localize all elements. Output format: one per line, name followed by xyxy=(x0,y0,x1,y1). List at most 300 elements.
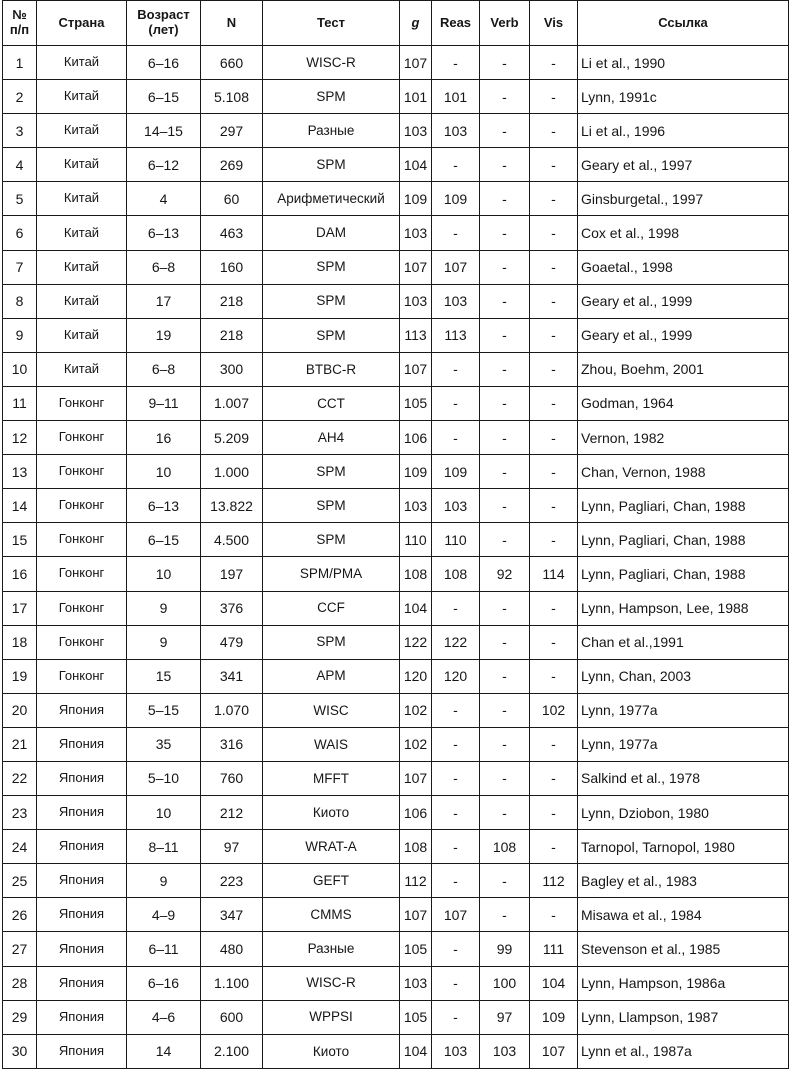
cell-age: 14–15 xyxy=(127,114,201,148)
cell-test: CCT xyxy=(263,386,400,420)
table-row xyxy=(3,148,789,182)
table-row xyxy=(3,898,789,932)
cell-g: 106 xyxy=(400,796,432,830)
cell-test: Киото xyxy=(263,796,400,830)
cell-num: 11 xyxy=(3,386,37,420)
cell-vis: - xyxy=(530,898,578,932)
cell-vis: - xyxy=(530,216,578,250)
table-row xyxy=(3,386,789,420)
cell-g: 122 xyxy=(400,625,432,659)
cell-vis: 102 xyxy=(530,693,578,727)
cell-g: 108 xyxy=(400,830,432,864)
cell-num: 12 xyxy=(3,421,37,455)
cell-num: 7 xyxy=(3,250,37,284)
cell-ref: Lynn, Hampson, Lee, 1988 xyxy=(578,591,789,625)
cell-verb: 108 xyxy=(480,830,530,864)
cell-reas: 101 xyxy=(432,80,480,114)
cell-country: Гонконг xyxy=(37,386,127,420)
cell-ref: Salkind et al., 1978 xyxy=(578,761,789,795)
cell-num: 14 xyxy=(3,489,37,523)
cell-reas: - xyxy=(432,932,480,966)
cell-g: 107 xyxy=(400,352,432,386)
cell-vis: - xyxy=(530,523,578,557)
cell-reas: 108 xyxy=(432,557,480,591)
table-row xyxy=(3,80,789,114)
cell-country: Китай xyxy=(37,148,127,182)
cell-country: Гонконг xyxy=(37,557,127,591)
cell-country: Япония xyxy=(37,693,127,727)
table-row xyxy=(3,421,789,455)
cell-verb: - xyxy=(480,693,530,727)
cell-reas: - xyxy=(432,796,480,830)
cell-vis: - xyxy=(530,352,578,386)
table-row xyxy=(3,591,789,625)
cell-g: 104 xyxy=(400,591,432,625)
cell-num: 2 xyxy=(3,80,37,114)
cell-test: SPM xyxy=(263,80,400,114)
cell-test: WAIS xyxy=(263,727,400,761)
cell-country: Япония xyxy=(37,932,127,966)
cell-n: 316 xyxy=(201,727,263,761)
cell-g: 103 xyxy=(400,216,432,250)
cell-test: MFFT xyxy=(263,761,400,795)
cell-age: 6–8 xyxy=(127,250,201,284)
cell-ref: Li et al., 1996 xyxy=(578,114,789,148)
cell-age: 4 xyxy=(127,182,201,216)
cell-n: 479 xyxy=(201,625,263,659)
cell-num: 13 xyxy=(3,455,37,489)
cell-reas: 107 xyxy=(432,250,480,284)
header-row xyxy=(3,1,789,46)
cell-vis: 114 xyxy=(530,557,578,591)
cell-test: SPM/PMA xyxy=(263,557,400,591)
cell-test: CMMS xyxy=(263,898,400,932)
cell-reas: - xyxy=(432,966,480,1000)
cell-verb: - xyxy=(480,489,530,523)
cell-ref: Lynn, 1977a xyxy=(578,727,789,761)
cell-age: 6–15 xyxy=(127,523,201,557)
cell-g: 103 xyxy=(400,489,432,523)
table-body xyxy=(3,46,789,1069)
cell-g: 102 xyxy=(400,727,432,761)
cell-verb: - xyxy=(480,625,530,659)
cell-vis: 109 xyxy=(530,1000,578,1034)
cell-num: 16 xyxy=(3,557,37,591)
table-row xyxy=(3,114,789,148)
cell-age: 9 xyxy=(127,625,201,659)
cell-vis: - xyxy=(530,80,578,114)
cell-num: 26 xyxy=(3,898,37,932)
header-g: g xyxy=(400,1,432,46)
cell-test: GEFT xyxy=(263,864,400,898)
cell-country: Китай xyxy=(37,114,127,148)
cell-age: 35 xyxy=(127,727,201,761)
cell-verb: - xyxy=(480,182,530,216)
cell-num: 28 xyxy=(3,966,37,1000)
cell-ref: Lynn, Llampson, 1987 xyxy=(578,1000,789,1034)
table-row xyxy=(3,693,789,727)
cell-num: 5 xyxy=(3,182,37,216)
cell-test: SPM xyxy=(263,284,400,318)
cell-g: 120 xyxy=(400,659,432,693)
table-row xyxy=(3,1034,789,1068)
cell-reas: 109 xyxy=(432,182,480,216)
cell-g: 106 xyxy=(400,421,432,455)
cell-country: Япония xyxy=(37,966,127,1000)
cell-vis: - xyxy=(530,761,578,795)
cell-reas: - xyxy=(432,591,480,625)
table-row xyxy=(3,284,789,318)
cell-g: 105 xyxy=(400,1000,432,1034)
cell-n: 197 xyxy=(201,557,263,591)
cell-ref: Lynn, Pagliari, Chan, 1988 xyxy=(578,523,789,557)
table-row xyxy=(3,250,789,284)
cell-reas: - xyxy=(432,1000,480,1034)
cell-test: Разные xyxy=(263,932,400,966)
cell-age: 8–11 xyxy=(127,830,201,864)
cell-reas: - xyxy=(432,386,480,420)
cell-ref: Zhou, Boehm, 2001 xyxy=(578,352,789,386)
cell-test: WISC-R xyxy=(263,46,400,80)
cell-verb: 103 xyxy=(480,1034,530,1068)
cell-ref: Lynn, 1977a xyxy=(578,693,789,727)
cell-verb: 99 xyxy=(480,932,530,966)
cell-n: 1.100 xyxy=(201,966,263,1000)
table-row xyxy=(3,659,789,693)
cell-g: 101 xyxy=(400,80,432,114)
cell-g: 105 xyxy=(400,386,432,420)
cell-ref: Ginsburgetal., 1997 xyxy=(578,182,789,216)
cell-ref: Geary et al., 1999 xyxy=(578,284,789,318)
cell-test: AH4 xyxy=(263,421,400,455)
cell-country: Китай xyxy=(37,80,127,114)
cell-num: 29 xyxy=(3,1000,37,1034)
cell-country: Гонконг xyxy=(37,455,127,489)
cell-g: 107 xyxy=(400,898,432,932)
cell-age: 6–11 xyxy=(127,932,201,966)
table-row xyxy=(3,318,789,352)
cell-num: 9 xyxy=(3,318,37,352)
table-row xyxy=(3,796,789,830)
cell-verb: - xyxy=(480,386,530,420)
cell-country: Япония xyxy=(37,830,127,864)
table-row xyxy=(3,761,789,795)
cell-age: 10 xyxy=(127,796,201,830)
cell-verb: - xyxy=(480,284,530,318)
cell-test: WISC xyxy=(263,693,400,727)
cell-age: 6–12 xyxy=(127,148,201,182)
cell-n: 600 xyxy=(201,1000,263,1034)
cell-verb: - xyxy=(480,216,530,250)
table-row xyxy=(3,489,789,523)
cell-vis: - xyxy=(530,386,578,420)
table-row xyxy=(3,352,789,386)
cell-age: 9 xyxy=(127,591,201,625)
cell-verb: - xyxy=(480,114,530,148)
cell-num: 8 xyxy=(3,284,37,318)
cell-vis: - xyxy=(530,727,578,761)
cell-ref: Geary et al., 1999 xyxy=(578,318,789,352)
cell-age: 9 xyxy=(127,864,201,898)
cell-ref: Li et al., 1990 xyxy=(578,46,789,80)
cell-n: 4.500 xyxy=(201,523,263,557)
cell-n: 297 xyxy=(201,114,263,148)
cell-reas: 103 xyxy=(432,1034,480,1068)
cell-country: Китай xyxy=(37,284,127,318)
cell-verb: - xyxy=(480,591,530,625)
cell-g: 103 xyxy=(400,966,432,1000)
cell-verb: - xyxy=(480,864,530,898)
cell-reas: 103 xyxy=(432,114,480,148)
table-row xyxy=(3,830,789,864)
cell-ref: Goaetal., 1998 xyxy=(578,250,789,284)
cell-vis: - xyxy=(530,489,578,523)
cell-verb: 97 xyxy=(480,1000,530,1034)
cell-test: SPM xyxy=(263,318,400,352)
cell-num: 22 xyxy=(3,761,37,795)
cell-vis: - xyxy=(530,318,578,352)
cell-n: 218 xyxy=(201,318,263,352)
cell-country: Гонконг xyxy=(37,659,127,693)
cell-vis: 107 xyxy=(530,1034,578,1068)
cell-test: WPPSI xyxy=(263,1000,400,1034)
cell-verb: - xyxy=(480,148,530,182)
cell-ref: Misawa et al., 1984 xyxy=(578,898,789,932)
cell-country: Китай xyxy=(37,318,127,352)
cell-country: Япония xyxy=(37,796,127,830)
cell-test: CCF xyxy=(263,591,400,625)
cell-reas: 122 xyxy=(432,625,480,659)
cell-g: 109 xyxy=(400,455,432,489)
cell-age: 10 xyxy=(127,455,201,489)
cell-test: SPM xyxy=(263,455,400,489)
cell-num: 19 xyxy=(3,659,37,693)
header-age: Возраст (лет) xyxy=(127,1,201,46)
cell-g: 103 xyxy=(400,284,432,318)
cell-reas: 120 xyxy=(432,659,480,693)
cell-g: 112 xyxy=(400,864,432,898)
header-ref: Ссылка xyxy=(578,1,789,46)
cell-vis: - xyxy=(530,421,578,455)
cell-test: Киото xyxy=(263,1034,400,1068)
cell-country: Гонконг xyxy=(37,421,127,455)
cell-age: 16 xyxy=(127,421,201,455)
cell-reas: - xyxy=(432,830,480,864)
cell-reas: - xyxy=(432,864,480,898)
cell-n: 1.000 xyxy=(201,455,263,489)
cell-verb: - xyxy=(480,761,530,795)
cell-num: 23 xyxy=(3,796,37,830)
cell-reas: 103 xyxy=(432,284,480,318)
cell-num: 24 xyxy=(3,830,37,864)
cell-verb: - xyxy=(480,727,530,761)
cell-ref: Lynn, Dziobon, 1980 xyxy=(578,796,789,830)
cell-age: 19 xyxy=(127,318,201,352)
cell-verb: - xyxy=(480,659,530,693)
cell-country: Гонконг xyxy=(37,591,127,625)
cell-age: 6–13 xyxy=(127,489,201,523)
cell-g: 103 xyxy=(400,114,432,148)
header-test: Тест xyxy=(263,1,400,46)
cell-vis: - xyxy=(530,591,578,625)
cell-age: 15 xyxy=(127,659,201,693)
cell-country: Япония xyxy=(37,1034,127,1068)
cell-ref: Cox et al., 1998 xyxy=(578,216,789,250)
cell-vis: - xyxy=(530,284,578,318)
cell-vis: - xyxy=(530,114,578,148)
cell-age: 17 xyxy=(127,284,201,318)
cell-country: Япония xyxy=(37,761,127,795)
cell-country: Китай xyxy=(37,352,127,386)
cell-test: WRAT-A xyxy=(263,830,400,864)
cell-test: BTBC-R xyxy=(263,352,400,386)
cell-country: Япония xyxy=(37,864,127,898)
cell-age: 14 xyxy=(127,1034,201,1068)
cell-country: Гонконг xyxy=(37,625,127,659)
header-num: № п/п xyxy=(3,1,37,46)
cell-age: 6–13 xyxy=(127,216,201,250)
cell-n: 1.007 xyxy=(201,386,263,420)
table-row xyxy=(3,523,789,557)
table-row xyxy=(3,966,789,1000)
cell-age: 4–6 xyxy=(127,1000,201,1034)
cell-n: 760 xyxy=(201,761,263,795)
cell-age: 4–9 xyxy=(127,898,201,932)
cell-reas: - xyxy=(432,148,480,182)
cell-reas: - xyxy=(432,727,480,761)
cell-g: 113 xyxy=(400,318,432,352)
cell-ref: Lynn, Hampson, 1986a xyxy=(578,966,789,1000)
cell-vis: - xyxy=(530,250,578,284)
cell-n: 223 xyxy=(201,864,263,898)
cell-country: Китай xyxy=(37,46,127,80)
cell-vis: - xyxy=(530,659,578,693)
table-row xyxy=(3,182,789,216)
header-country: Страна xyxy=(37,1,127,46)
iq-studies-table xyxy=(2,0,789,1069)
cell-n: 341 xyxy=(201,659,263,693)
cell-reas: 113 xyxy=(432,318,480,352)
cell-n: 480 xyxy=(201,932,263,966)
table-row xyxy=(3,625,789,659)
cell-verb: 100 xyxy=(480,966,530,1000)
cell-reas: 107 xyxy=(432,898,480,932)
table-row xyxy=(3,557,789,591)
cell-test: SPM xyxy=(263,148,400,182)
table-row xyxy=(3,1000,789,1034)
cell-n: 60 xyxy=(201,182,263,216)
cell-g: 108 xyxy=(400,557,432,591)
cell-n: 376 xyxy=(201,591,263,625)
cell-reas: 109 xyxy=(432,455,480,489)
cell-vis: 112 xyxy=(530,864,578,898)
cell-age: 10 xyxy=(127,557,201,591)
cell-verb: - xyxy=(480,421,530,455)
cell-num: 15 xyxy=(3,523,37,557)
cell-reas: 103 xyxy=(432,489,480,523)
cell-ref: Stevenson et al., 1985 xyxy=(578,932,789,966)
cell-g: 107 xyxy=(400,250,432,284)
cell-verb: - xyxy=(480,455,530,489)
header-n: N xyxy=(201,1,263,46)
header-reas: Reas xyxy=(432,1,480,46)
cell-age: 6–16 xyxy=(127,966,201,1000)
cell-num: 18 xyxy=(3,625,37,659)
cell-g: 104 xyxy=(400,1034,432,1068)
cell-age: 6–16 xyxy=(127,46,201,80)
header-verb: Verb xyxy=(480,1,530,46)
cell-g: 107 xyxy=(400,761,432,795)
table-row xyxy=(3,46,789,80)
cell-age: 5–10 xyxy=(127,761,201,795)
cell-verb: - xyxy=(480,250,530,284)
cell-reas: - xyxy=(432,693,480,727)
cell-vis: - xyxy=(530,796,578,830)
cell-country: Япония xyxy=(37,727,127,761)
cell-test: DAM xyxy=(263,216,400,250)
cell-verb: - xyxy=(480,352,530,386)
cell-n: 212 xyxy=(201,796,263,830)
cell-num: 17 xyxy=(3,591,37,625)
cell-ref: Lynn, Pagliari, Chan, 1988 xyxy=(578,489,789,523)
cell-g: 110 xyxy=(400,523,432,557)
cell-ref: Geary et al., 1997 xyxy=(578,148,789,182)
cell-country: Китай xyxy=(37,250,127,284)
cell-test: SPM xyxy=(263,250,400,284)
cell-n: 13.822 xyxy=(201,489,263,523)
cell-age: 6–15 xyxy=(127,80,201,114)
header-vis: Vis xyxy=(530,1,578,46)
cell-ref: Lynn et al., 1987a xyxy=(578,1034,789,1068)
cell-n: 5.209 xyxy=(201,421,263,455)
cell-g: 102 xyxy=(400,693,432,727)
cell-test: Разные xyxy=(263,114,400,148)
cell-country: Китай xyxy=(37,182,127,216)
cell-reas: - xyxy=(432,216,480,250)
cell-ref: Chan, Vernon, 1988 xyxy=(578,455,789,489)
table-row xyxy=(3,864,789,898)
cell-reas: - xyxy=(432,46,480,80)
cell-ref: Chan et al.,1991 xyxy=(578,625,789,659)
cell-reas: - xyxy=(432,761,480,795)
cell-vis: - xyxy=(530,46,578,80)
cell-n: 347 xyxy=(201,898,263,932)
table-row xyxy=(3,455,789,489)
cell-n: 660 xyxy=(201,46,263,80)
cell-reas: 110 xyxy=(432,523,480,557)
cell-country: Гонконг xyxy=(37,523,127,557)
cell-verb: - xyxy=(480,523,530,557)
table-header xyxy=(3,1,789,46)
cell-num: 20 xyxy=(3,693,37,727)
cell-n: 2.100 xyxy=(201,1034,263,1068)
cell-n: 218 xyxy=(201,284,263,318)
cell-country: Гонконг xyxy=(37,489,127,523)
cell-vis: - xyxy=(530,455,578,489)
cell-age: 5–15 xyxy=(127,693,201,727)
cell-verb: - xyxy=(480,796,530,830)
table-row xyxy=(3,932,789,966)
cell-reas: - xyxy=(432,352,480,386)
cell-n: 97 xyxy=(201,830,263,864)
cell-verb: 92 xyxy=(480,557,530,591)
cell-test: APM xyxy=(263,659,400,693)
cell-ref: Vernon, 1982 xyxy=(578,421,789,455)
cell-test: Арифметический xyxy=(263,182,400,216)
cell-vis: - xyxy=(530,830,578,864)
cell-n: 1.070 xyxy=(201,693,263,727)
cell-country: Китай xyxy=(37,216,127,250)
